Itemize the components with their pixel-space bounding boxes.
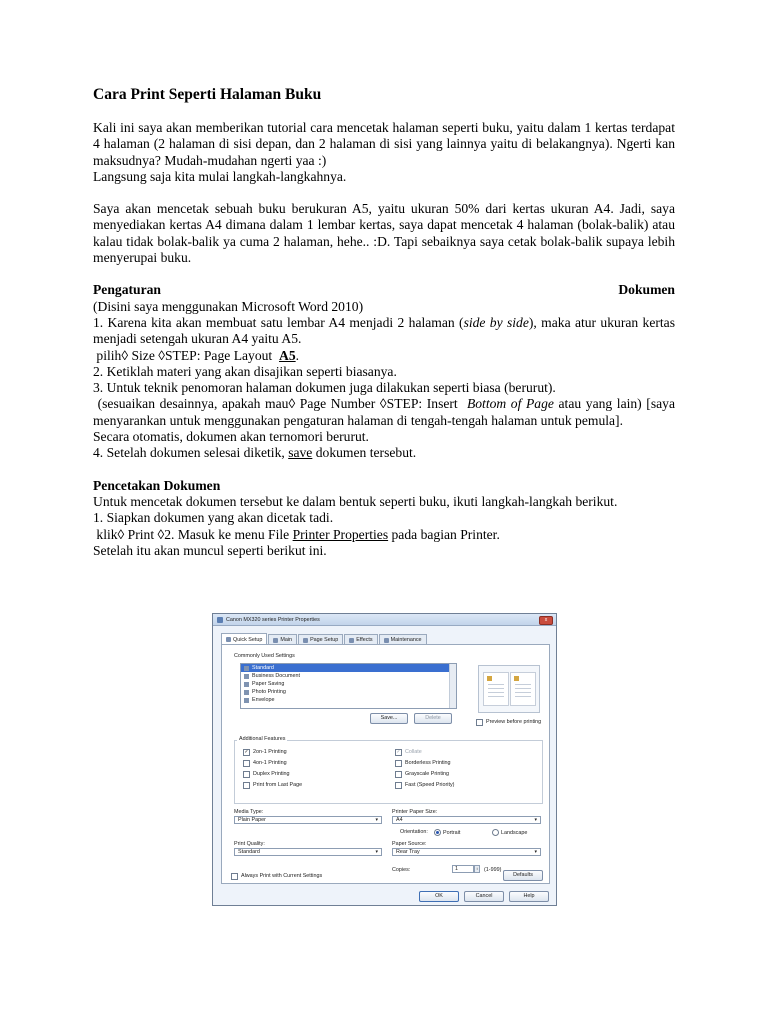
feature-duplex-checkbox[interactable]: Duplex Printing [243, 770, 302, 778]
step-3: 3. Untuk teknik penomoran halaman dokumen juga dilakukan seperti biasa (berurut). [93, 380, 556, 396]
commonly-used-label: Commonly Used Settings [234, 653, 295, 659]
document-icon [244, 674, 249, 679]
paper-size-select[interactable]: A4 ▾ [392, 816, 541, 824]
tab-effects[interactable]: Effects [344, 634, 377, 645]
copies-stepper[interactable]: ↕ [476, 866, 478, 871]
help-button[interactable]: Help [509, 891, 549, 902]
feature-fast-checkbox[interactable]: Fast (Speed Priority) [395, 781, 454, 789]
section-heading-pencetakan: Pencetakan Dokumen [93, 477, 221, 493]
print-quality-select[interactable]: Standard ▾ [234, 848, 382, 856]
list-scrollbar[interactable] [449, 664, 456, 708]
media-type-select[interactable]: Plain Paper ▾ [234, 816, 382, 824]
chevron-down-icon: ▾ [375, 817, 378, 823]
save-button[interactable]: Save... [370, 713, 408, 724]
chevron-down-icon: ▾ [534, 817, 537, 823]
paper-source-select[interactable]: Rear Tray ▾ [392, 848, 541, 856]
additional-features-label: Additional Features [239, 736, 286, 742]
print-quality-label: Print Quality: [234, 841, 265, 847]
page-setup-icon [303, 638, 308, 643]
step-3-detail: (sesuaikan desainnya, apakah mau◊ Page Number ◊STEP: Insert Bottom of Page atau yang lain) [saya menyarankan untuk menggunakan pengaturan halaman di tengah-tengah halaman untuk pemula]. [93, 396, 675, 428]
step-1: 1. Karena kita akan membuat satu lembar A4 menjadi 2 halaman (side by side), maka atur ukuran kertas menjadi setengah ukuran A4 yaitu A5. [93, 314, 675, 347]
intro-paragraph-2: Langsung saja kita mulai langkah-langkahnya. [93, 168, 347, 184]
copies-input[interactable]: 1 [452, 865, 474, 873]
envelope-icon [244, 698, 249, 703]
dialog-titlebar [213, 614, 556, 626]
tab-page-setup[interactable]: Page Setup [298, 634, 343, 645]
paper-saving-icon [244, 682, 249, 687]
list-item[interactable]: Standard [241, 664, 456, 672]
landscape-radio[interactable]: Landscape [492, 829, 527, 836]
cancel-button[interactable]: Cancel [464, 891, 504, 902]
step-1-path: pilih◊ Size ◊STEP: Page Layout A5. [96, 347, 300, 363]
quick-setup-panel [221, 644, 550, 884]
printing-step-2: klik◊ Print ◊2. Masuk ke menu File Printer Properties pada bagian Printer. [96, 526, 500, 542]
feature-collate-checkbox[interactable]: ✓ Collate [396, 748, 422, 755]
heading-left: Pengaturan [93, 282, 161, 298]
auto-numbering: Secara otomatis, dokumen akan ternomori berurut. [93, 429, 369, 445]
section-heading-pengaturan [93, 282, 675, 298]
note-word-version: (Disini saya menggunakan Microsoft Word 2010) [93, 298, 364, 314]
portrait-radio[interactable]: Portrait [434, 829, 460, 836]
print-preview [478, 665, 540, 713]
paper-source-label: Paper Source: [392, 841, 427, 847]
printer-icon [217, 617, 223, 623]
tab-quick-setup[interactable]: Quick Setup [221, 633, 267, 645]
delete-button[interactable]: Delete [414, 713, 452, 724]
ok-button[interactable]: OK [419, 891, 459, 902]
document-page [93, 86, 675, 559]
defaults-button[interactable]: Defaults [503, 870, 543, 881]
chevron-down-icon: ▾ [534, 849, 537, 855]
close-button[interactable]: x [539, 616, 553, 625]
feature-4on1-checkbox[interactable]: 4on-1 Printing [243, 759, 302, 767]
a5-link: A5 [279, 347, 296, 363]
intro-paragraph-3: Saya akan mencetak sebuah buku berukuran A5, yaitu ukuran 50% dari kertas ukuran A4. Jadi, saya menyediakan kertas A4 dimana dalam 1 lembar kertas, saya dapat mencetak 4 halaman (bolak-balik) atau kalau tidak bolak-balik ya cuma 2 halaman, hehe.. :D. Tapi sebaiknya saya cetak bolak-balik supaya lebih menyerupai buku. [93, 201, 675, 266]
printer-properties-link: Printer Properties [292, 526, 389, 542]
feature-2on1-checkbox[interactable]: ✓ 2on-1 Printing [244, 748, 287, 755]
additional-features-group [234, 736, 543, 804]
orientation-label: Orientation: [400, 829, 428, 835]
photo-icon [244, 690, 249, 695]
chevron-down-icon: ▾ [375, 849, 378, 855]
paper-size-label: Printer Paper Size: [392, 809, 438, 815]
dialog-title: Canon MX320 series Printer Properties [226, 616, 320, 623]
save-link: save [288, 445, 313, 461]
intro-paragraph-1: Kali ini saya akan memberikan tutorial cara mencetak halaman seperti buku, yaitu dalam 1 kertas terdapat 4 halaman (2 halaman di sisi depan, dan 2 halaman di sisi yang lainnya yaitu di belakangnya). Ngerti kan maksudnya? Mudah-mudahan ngerti yaa :) [93, 120, 675, 168]
feature-grayscale-checkbox[interactable]: Grayscale Printing [395, 770, 454, 778]
list-item[interactable]: Photo Printing [241, 688, 456, 696]
preview-page-1 [483, 672, 509, 706]
always-print-checkbox[interactable]: Always Print with Current Settings [231, 872, 322, 880]
quick-setup-icon [226, 637, 231, 642]
feature-print-last-checkbox[interactable]: Print from Last Page [243, 781, 302, 789]
printing-step-1: 1. Siapkan dokumen yang akan dicetak tadi. [93, 510, 334, 526]
effects-icon [349, 638, 354, 643]
tab-maintenance[interactable]: Maintenance [379, 634, 427, 645]
maintenance-icon [384, 638, 389, 643]
list-item[interactable]: Business Document [241, 672, 456, 680]
commonly-used-list[interactable] [240, 663, 457, 709]
printing-intro: Untuk mencetak dokumen tersebut ke dalam bentuk seperti buku, ikuti langkah-langkah berikut. [93, 493, 618, 509]
tab-main[interactable]: Main [268, 634, 297, 645]
document-title: Cara Print Seperti Halaman Buku [93, 86, 322, 103]
step-4: 4. Setelah dokumen selesai diketik, save dokumen tersebut. [93, 445, 417, 461]
preview-before-printing-checkbox[interactable]: Preview before printing [476, 718, 541, 726]
copies-range: (1-999) [484, 867, 502, 873]
feature-borderless-checkbox[interactable]: Borderless Printing [395, 759, 454, 767]
standard-icon [244, 666, 249, 671]
media-type-label: Media Type: [234, 809, 264, 815]
step-2: 2. Ketiklah materi yang akan disajikan seperti biasanya. [93, 363, 397, 379]
list-item[interactable]: Envelope [241, 696, 456, 704]
heading-right: Dokumen [618, 282, 675, 298]
list-item[interactable]: Paper Saving [241, 680, 456, 688]
printer-properties-dialog [212, 613, 557, 906]
preview-page-2 [510, 672, 536, 706]
copies-label: Copies: [392, 867, 411, 873]
printing-after: Setelah itu akan muncul seperti berikut ini. [93, 542, 327, 558]
main-icon [273, 638, 278, 643]
